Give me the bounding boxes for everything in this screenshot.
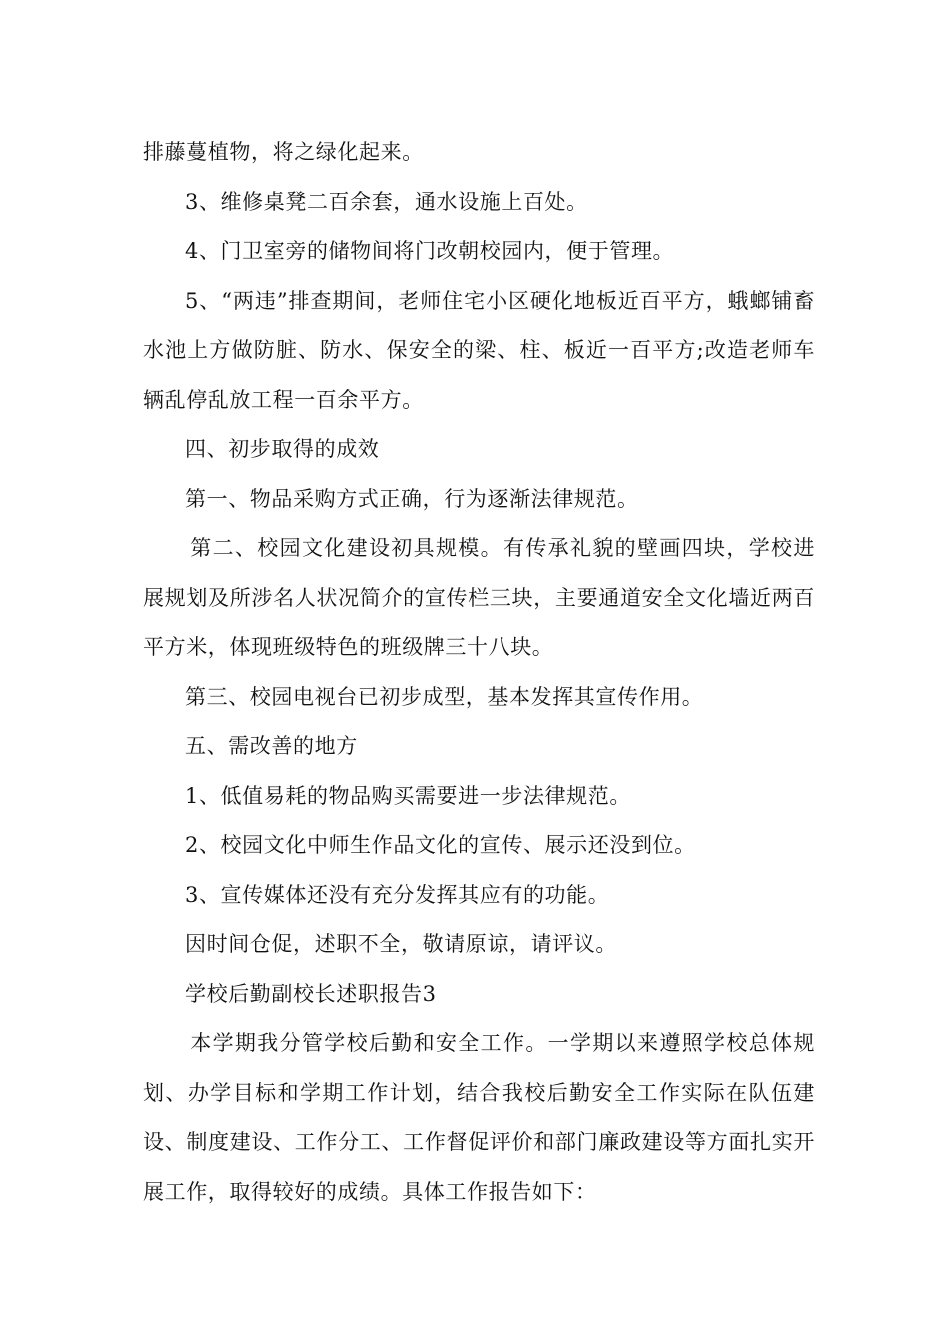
paragraph-item-4: 4、门卫室旁的储物间将门改朝校园内，便于管理。 — [185, 239, 675, 263]
paragraph-report-intro: 本学期我分管学校后勤和安全工作。一学期以来遵照学校总体规划、办学目标和学期工作计划，结合我校后勤安全工作实际在队伍建设、制度建设、工作分工、工作督促评价和部门廉政建设等方面扎实开展工作，取得较好的成绩。具体工作报告如下： — [143, 1031, 815, 1204]
paragraph-improvement-1: 1、低值易耗的物品购买需要进一步法律规范。 — [185, 783, 631, 808]
section-heading-improvements: 五、需改善的地方 — [185, 734, 358, 758]
paragraph-result-2: 第二、校园文化建设初具规模。有传承礼貌的壁画四块，学校进展规划及所涉名人状况简介的宣传栏三块，主要通道安全文化墙近两百平方米，体现班级特色的班级牌三十八块。 — [143, 536, 815, 659]
paragraph-result-1: 第一、物品采购方式正确，行为逐渐法律规范。 — [185, 486, 639, 511]
paragraph-result-3: 第三、校园电视台已初步成型，基本发挥其宣传作用。 — [185, 684, 704, 709]
document-body — [143, 128, 815, 1217]
paragraph-item-5: 5、“两违”排查期间，老师住宅小区硬化地板近百平方，蛾螂铺畜水池上方做防脏、防水、保安全的梁、柱、板近一百平方;改造老师车辆乱停乱放工程一百余平方。 — [143, 288, 815, 412]
paragraph-improvement-2: 2、校园文化中师生作品文化的宣传、展示还没到位。 — [185, 833, 696, 857]
paragraph-closing: 因时间仓促，述职不全，敬请原谅，请评议。 — [185, 932, 617, 956]
section-heading-results: 四、初步取得的成效 — [185, 437, 380, 461]
paragraph-continuation: 排藤蔓植物，将之绿化起来。 — [143, 140, 424, 164]
paragraph-improvement-3: 3、宣传媒体还没有充分发挥其应有的功能。 — [185, 882, 610, 907]
report-title: 学校后勤副校长述职报告3 — [185, 981, 437, 1006]
paragraph-item-3: 3、维修桌凳二百余套，通水设施上百处。 — [185, 189, 588, 214]
